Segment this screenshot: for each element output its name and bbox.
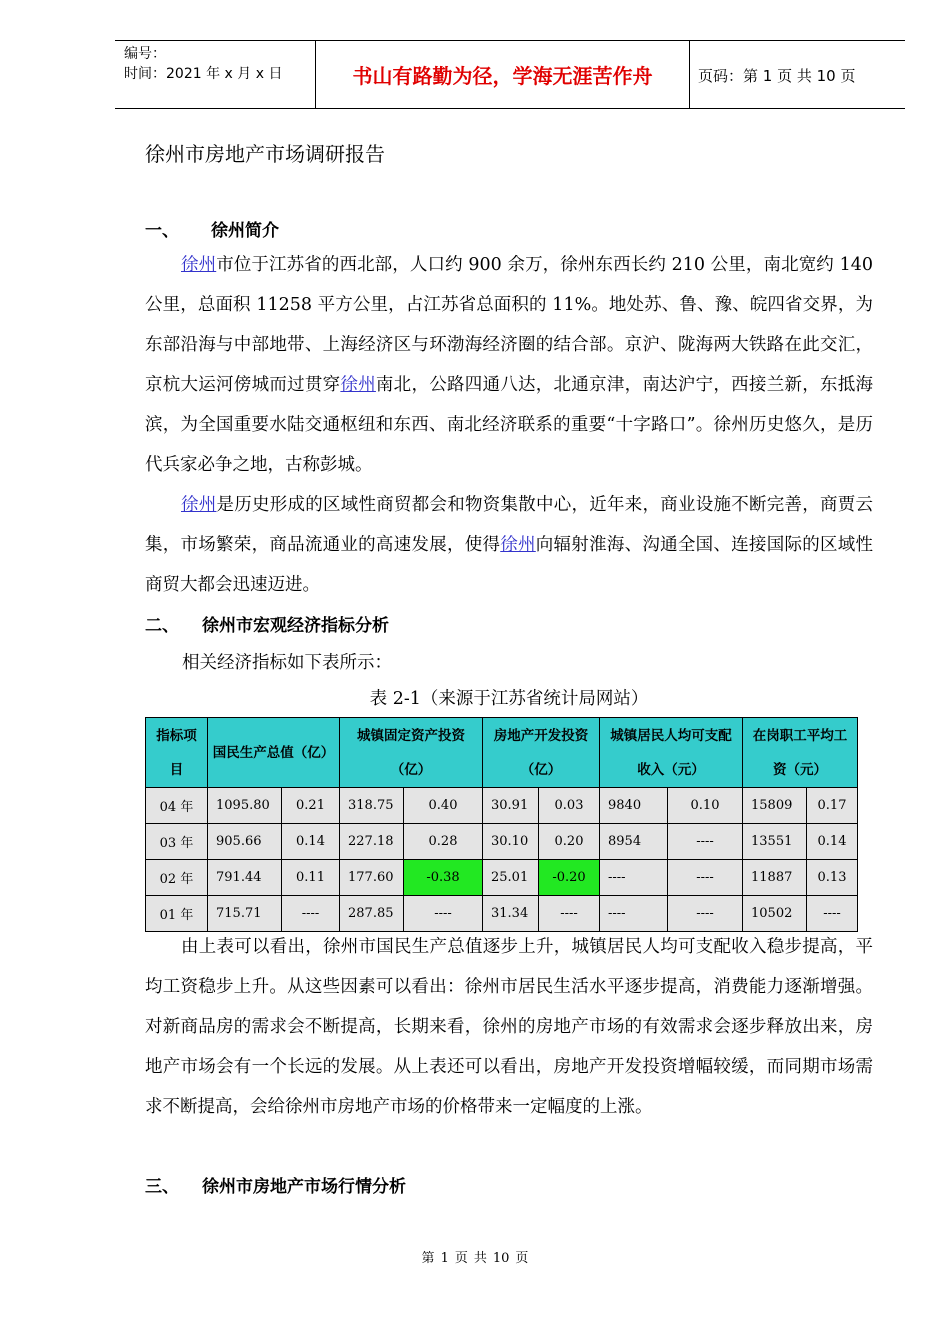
paragraph-text: 市位于江苏省的西北部，人口约 900 余万，徐州东西长约 210 公里，南北宽约 140 公里，总面积 11258 平方公里，占江苏省总面积的 11%。地处苏、鲁、豫、皖四省交界，为东部沿海与中部地带、上海经济区与环渤海经济圈的结合部。京沪、陇海两大铁路在此交汇，京杭大运河傍城而过贯穿 xyxy=(145,255,873,395)
document-title: 徐州市房地产市场调研报告 xyxy=(145,142,385,166)
number-label: 编号： xyxy=(124,46,166,62)
table-cell: 0.10 xyxy=(668,788,743,824)
xuzhou-link[interactable]: 徐州 xyxy=(181,255,217,275)
table-cell: 9840 xyxy=(600,788,668,824)
table-cell: 0.14 xyxy=(807,824,858,860)
table-header: 在岗职工平均工资（元） xyxy=(743,718,858,788)
table-cell: 0.14 xyxy=(282,824,340,860)
paragraph-text: 向辐射淮海、沟通全国、连接国际的区域性商贸大都会迅速迈进。 xyxy=(145,535,874,595)
header-meta xyxy=(115,41,316,108)
table-cell: ---- xyxy=(282,896,340,932)
highlighted-cell: -0.20 xyxy=(539,860,600,896)
table-cell: ---- xyxy=(539,896,600,932)
table-cell: 905.66 xyxy=(208,824,282,860)
table-cell: 15809 xyxy=(743,788,807,824)
row-year: 03 年 xyxy=(146,824,208,860)
table-cell: 0.17 xyxy=(807,788,858,824)
table-header: 城镇固定资产投资（亿） xyxy=(340,718,483,788)
page-header xyxy=(115,40,905,109)
table-cell: 13551 xyxy=(743,824,807,860)
section-heading-2 xyxy=(145,611,389,636)
table-intro: 相关经济指标如下表所示： xyxy=(182,653,392,673)
section-number: 二、 xyxy=(145,616,179,636)
table-cell: 0.13 xyxy=(807,860,858,896)
paragraph-text: 是历史形成的区域性商贸都会和物资集散中心，近年来，商业设施不断完善，商贾云集，市场繁荣，商品流通业的高速发展，使得 xyxy=(145,495,873,555)
xuzhou-link[interactable]: 徐州 xyxy=(340,375,376,395)
footer-text: 第 xyxy=(421,1251,435,1266)
table-cell: 0.20 xyxy=(539,824,600,860)
table-cell: 0.40 xyxy=(404,788,483,824)
table-cell: ---- xyxy=(668,824,743,860)
table-cell: 25.01 xyxy=(483,860,539,896)
xuzhou-link[interactable]: 徐州 xyxy=(500,535,536,555)
time-label: 时间：2021 年 x 月 x 日 xyxy=(124,66,283,82)
table-header: 指标项目 xyxy=(146,718,208,788)
table-cell: 10502 xyxy=(743,896,807,932)
table-cell: ---- xyxy=(404,896,483,932)
table-cell: 31.34 xyxy=(483,896,539,932)
row-year: 02 年 xyxy=(146,860,208,896)
section-title: 徐州市宏观经济指标分析 xyxy=(202,616,389,636)
table-caption: 表 2-1（来源于江苏省统计局网站） xyxy=(369,689,649,709)
table-header: 城镇居民人均可支配收入（元） xyxy=(600,718,743,788)
paragraph-intro-2 xyxy=(145,485,873,605)
table-row xyxy=(146,788,858,824)
table-cell: 318.75 xyxy=(340,788,404,824)
footer-total-pages: 10 xyxy=(492,1251,510,1266)
table-cell: 715.71 xyxy=(208,896,282,932)
table-cell: 30.91 xyxy=(483,788,539,824)
page-footer xyxy=(0,1247,950,1266)
section-number: 三、 xyxy=(145,1177,179,1197)
section-title: 徐州简介 xyxy=(211,221,279,241)
section-number: 一、 xyxy=(145,221,179,241)
section-title: 徐州市房地产市场行情分析 xyxy=(202,1177,406,1197)
table-cell: 11887 xyxy=(743,860,807,896)
table-row xyxy=(146,824,858,860)
paragraph-analysis: 由上表可以看出，徐州市国民生产总值逐步上升，城镇居民人均可支配收入稳步提高，平均工资稳步上升。从这些因素可以看出：徐州市居民生活水平逐步提高，消费能力逐渐增强。对新商品房的需求会不断提高，长期来看，徐州的房地产市场的有效需求会逐步释放出来，房地产市场会有一个长远的发展。从上表还可以看出，房地产开发投资增幅较缓，而同期市场需求不断提高，会给徐州市房地产市场的价格带来一定幅度的上涨。 xyxy=(145,937,873,1117)
xuzhou-link[interactable]: 徐州 xyxy=(181,495,217,515)
paragraph-intro-1 xyxy=(145,245,873,485)
table-header: 国民生产总值（亿） xyxy=(208,718,340,788)
table-row xyxy=(146,860,858,896)
table-cell: 30.10 xyxy=(483,824,539,860)
footer-page-number: 1 xyxy=(440,1251,449,1266)
table-cell: 177.60 xyxy=(340,860,404,896)
section-heading-3 xyxy=(145,1172,406,1197)
paragraph-text: 南北，公路四通八达，北通京津，南达沪宁，西接兰新，东抵海滨，为全国重要水陆交通枢纽和东西、南北经济联系的重要“十字路口”。徐州历史悠久，是历代兵家必争之地，古称彭城。 xyxy=(145,375,874,475)
table-cell: ---- xyxy=(668,896,743,932)
header-page-label: 页码：第 1 页 共 10 页 xyxy=(698,67,856,85)
table-cell: 8954 xyxy=(600,824,668,860)
table-header: 房地产开发投资（亿） xyxy=(483,718,600,788)
table-cell: 0.21 xyxy=(282,788,340,824)
row-year: 01 年 xyxy=(146,896,208,932)
table-cell: ---- xyxy=(668,860,743,896)
highlighted-cell: -0.38 xyxy=(404,860,483,896)
table-header-row xyxy=(146,718,858,788)
table-cell: 287.85 xyxy=(340,896,404,932)
table-cell: 0.28 xyxy=(404,824,483,860)
table-cell: ---- xyxy=(807,896,858,932)
footer-text: 页 xyxy=(454,1251,468,1266)
table-cell: 227.18 xyxy=(340,824,404,860)
economic-indicators-table xyxy=(145,717,858,932)
table-cell: 0.11 xyxy=(282,860,340,896)
table-cell: 791.44 xyxy=(208,860,282,896)
header-motto: 书山有路勤为径，学海无涯苦作舟 xyxy=(316,41,690,108)
footer-text: 共 xyxy=(473,1251,487,1266)
section-heading-1 xyxy=(145,216,279,241)
table-cell: 1095.80 xyxy=(208,788,282,824)
table-cell: ---- xyxy=(600,896,668,932)
table-cell: 0.03 xyxy=(539,788,600,824)
footer-text: 页 xyxy=(515,1251,529,1266)
row-year: 04 年 xyxy=(146,788,208,824)
table-cell: ---- xyxy=(600,860,668,896)
